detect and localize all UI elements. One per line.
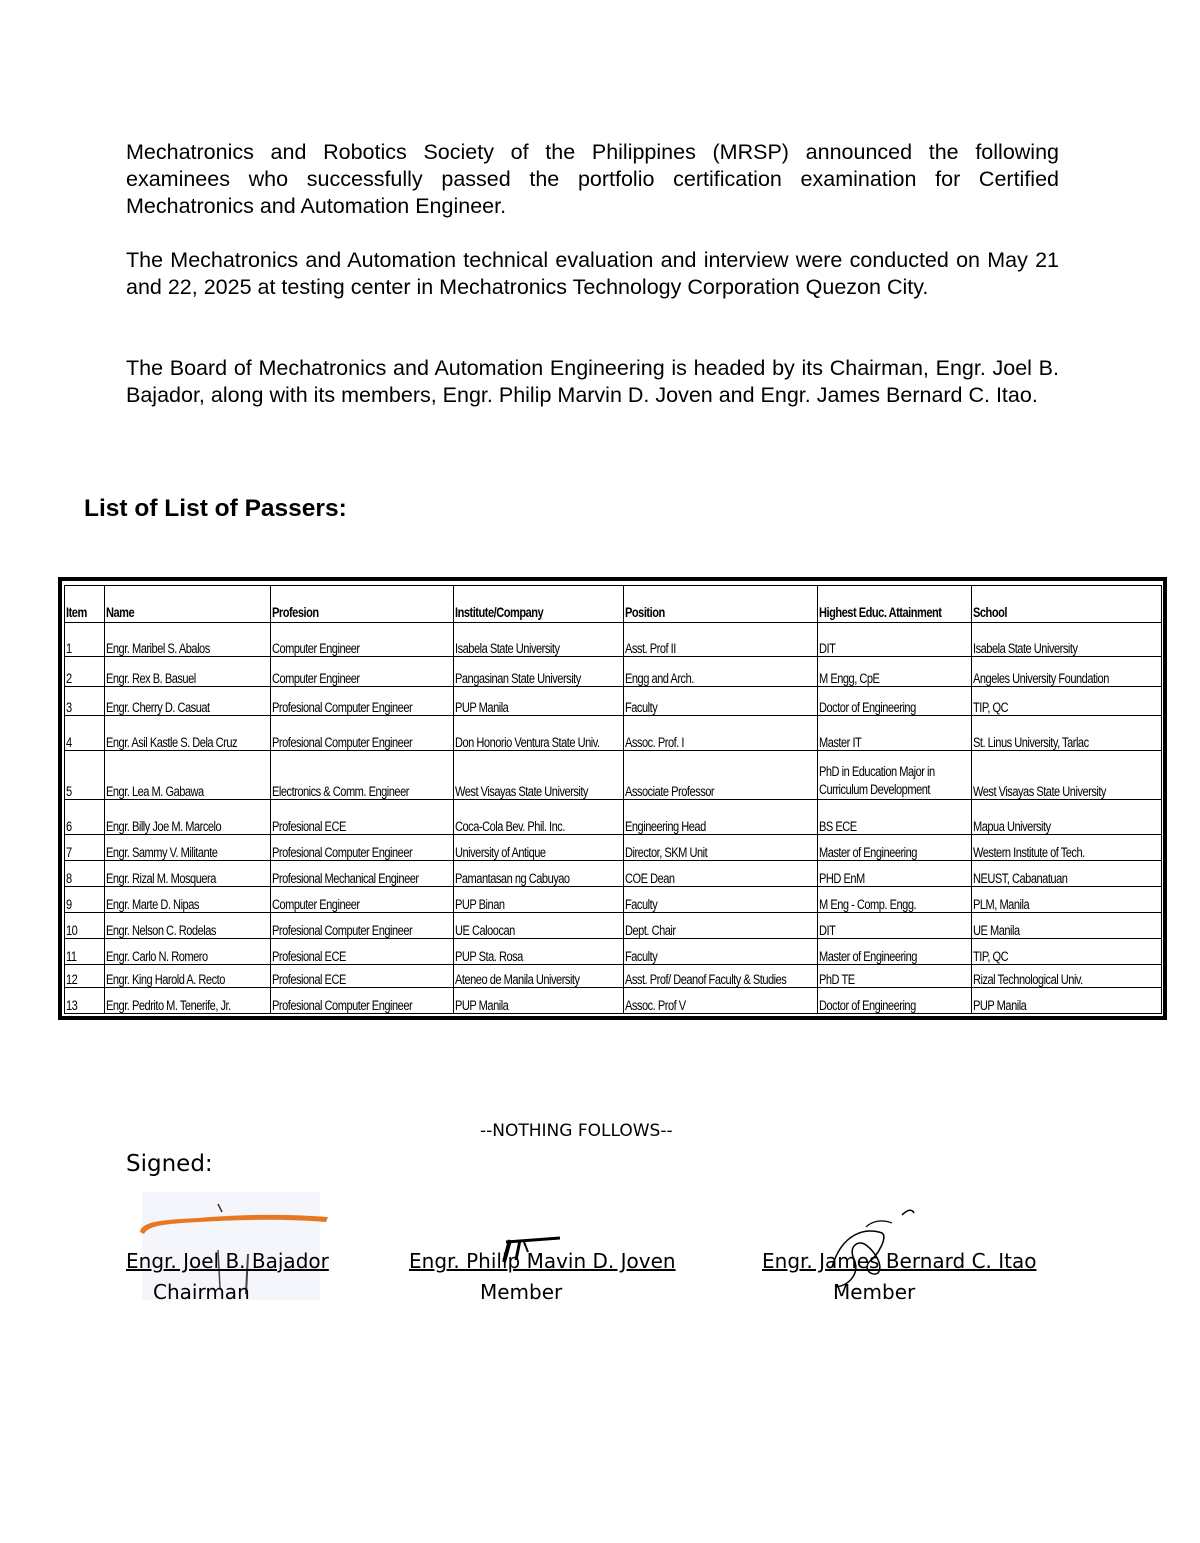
table-cell	[818, 687, 972, 716]
table-cell	[624, 887, 818, 913]
table-cell-text: TIP, QC	[973, 949, 1009, 964]
table-cell	[65, 716, 105, 751]
table-cell-text: Master of Engineering	[819, 845, 917, 860]
table-cell	[624, 939, 818, 965]
table-cell-text: 8	[66, 871, 72, 886]
table-cell-text: Doctor of Engineering	[819, 998, 916, 1013]
table-cell-text: Profesional ECE	[272, 949, 346, 964]
table-cell	[972, 687, 1162, 716]
table-cell-text: Faculty	[625, 949, 658, 964]
table-cell-text: 7	[66, 845, 72, 860]
table-cell-text: 2	[66, 671, 72, 686]
signed-label: Signed:	[126, 1151, 213, 1177]
table-cell-text: University of Antique	[455, 845, 546, 860]
table-cell	[271, 887, 454, 913]
table-cell	[65, 800, 105, 835]
column-header-label: Highest Educ. Attainment	[819, 605, 942, 620]
table-cell	[624, 751, 818, 800]
table-cell-text: Dept. Chair	[625, 923, 676, 938]
table-row	[65, 965, 1162, 988]
table-cell-text: Faculty	[625, 897, 658, 912]
table-cell-text: Isabela State University	[455, 641, 560, 656]
table-cell	[972, 716, 1162, 751]
table-cell	[818, 913, 972, 939]
table-cell-text: UE Manila	[973, 923, 1020, 938]
table-cell	[454, 657, 624, 687]
table-cell	[818, 835, 972, 861]
table-cell-text: Profesional Mechanical Engineer	[272, 871, 419, 886]
table-cell-text: Western Institute of Tech.	[973, 845, 1085, 860]
column-header	[105, 586, 271, 623]
table-cell-text: Profesional Computer Engineer	[272, 845, 413, 860]
table-cell-text: PUP Binan	[455, 897, 505, 912]
table-cell	[271, 800, 454, 835]
list-heading: List of List of Passers:	[84, 495, 347, 522]
table-cell-text: Engr. Marte D. Nipas	[106, 897, 199, 912]
table-cell-text: Director, SKM Unit	[625, 845, 708, 860]
table-cell-text: 13	[66, 998, 78, 1013]
table-cell	[454, 988, 624, 1014]
table-cell	[818, 800, 972, 835]
table-cell	[105, 800, 271, 835]
table-cell	[624, 716, 818, 751]
table-cell-text: NEUST, Cabanatuan	[973, 871, 1068, 886]
table-cell	[105, 687, 271, 716]
table-cell	[972, 861, 1162, 887]
table-cell-text: West Visayas State University	[973, 784, 1106, 799]
table-cell	[818, 716, 972, 751]
intro-paragraph-1: Mechatronics and Robotics Society of the Philippines (MRSP) announced the following examinees who successfully passed the portfolio certification examination for Certified Mechatronics and Automation Engineer.	[126, 140, 1059, 218]
table-cell	[972, 657, 1162, 687]
table-body	[65, 623, 1162, 1014]
table-cell	[624, 913, 818, 939]
column-header-label: School	[973, 605, 1007, 620]
table-cell	[105, 861, 271, 887]
table-cell	[818, 965, 972, 988]
table-cell	[972, 913, 1162, 939]
table-cell-text: PhD in Education Major in Curriculum Development	[819, 764, 935, 797]
table-cell-text: Engr. Carlo N. Romero	[106, 949, 208, 964]
table-cell	[271, 913, 454, 939]
table-cell-text: PhD TE	[819, 972, 855, 987]
table-cell-text: PLM, Manila	[973, 897, 1030, 912]
column-header	[454, 586, 624, 623]
table-cell-text: Associate Professor	[625, 784, 715, 799]
table-cell	[454, 861, 624, 887]
table-cell	[65, 887, 105, 913]
table-cell-text: Asst. Prof II	[625, 641, 676, 656]
column-header	[271, 586, 454, 623]
table-cell	[65, 657, 105, 687]
column-header-label: Item	[66, 605, 87, 620]
intro-paragraph-2: The Mechatronics and Automation technical evaluation and interview were conducted on May 21 and 22, 2025 at testing center in Mechatronics Technology Corporation Quezon City.	[126, 248, 1059, 299]
table-cell	[65, 913, 105, 939]
table-cell	[271, 939, 454, 965]
column-header-label: Position	[625, 605, 665, 620]
table-cell-text: PUP Manila	[455, 998, 509, 1013]
table-cell	[818, 988, 972, 1014]
table-cell-text: Faculty	[625, 700, 658, 715]
table-cell	[105, 835, 271, 861]
table-cell-text: Engr. Sammy V. Militante	[106, 845, 218, 860]
table-cell	[454, 835, 624, 861]
table-cell	[65, 835, 105, 861]
table-cell-text: UE Caloocan	[455, 923, 515, 938]
column-header-label: Name	[106, 605, 135, 620]
member-joven-name: Engr. Philip Mavin D. Joven	[409, 1249, 676, 1273]
table-cell-text: Isabela State University	[973, 641, 1078, 656]
table-cell	[624, 687, 818, 716]
table-cell	[624, 800, 818, 835]
table-cell-text: Coca-Cola Bev. Phil. Inc.	[455, 819, 565, 834]
table-row	[65, 623, 1162, 657]
table-cell	[105, 965, 271, 988]
table-cell	[624, 988, 818, 1014]
table-cell	[454, 751, 624, 800]
table-cell-text: Profesional ECE	[272, 819, 346, 834]
table-cell-text: Angeles University Foundation	[973, 671, 1109, 686]
table-cell	[818, 751, 972, 800]
table-cell-text: Computer Engineer	[272, 641, 360, 656]
table-cell	[454, 800, 624, 835]
table-cell-text: 12	[66, 972, 78, 987]
table-cell	[271, 623, 454, 657]
table-cell-text: 3	[66, 700, 72, 715]
table-cell-text: Rizal Technological Univ.	[973, 972, 1083, 987]
table-cell	[818, 887, 972, 913]
column-header	[624, 586, 818, 623]
table-cell-text: PUP Manila	[973, 998, 1027, 1013]
table-cell-text: COE Dean	[625, 871, 675, 886]
table-cell	[972, 800, 1162, 835]
passers-table	[64, 585, 1162, 1014]
table-cell-text: Engr. Pedrito M. Tenerife, Jr.	[106, 998, 231, 1013]
table-cell-text: 4	[66, 735, 72, 750]
table-cell	[271, 751, 454, 800]
table-cell	[454, 716, 624, 751]
table-cell	[454, 965, 624, 988]
table-cell-text: 11	[66, 949, 77, 964]
table-cell	[972, 939, 1162, 965]
table-cell	[105, 939, 271, 965]
table-cell-text: 9	[66, 897, 72, 912]
table-cell-text: Profesional ECE	[272, 972, 346, 987]
table-cell-text: Don Honorio Ventura State Univ.	[455, 735, 600, 750]
table-cell-text: Engr. Rizal M. Mosquera	[106, 871, 216, 886]
passers-table-frame	[58, 577, 1167, 1020]
table-cell	[972, 965, 1162, 988]
member-itao-role: Member	[833, 1280, 916, 1304]
table-cell	[105, 913, 271, 939]
table-cell-text: Engr. Maribel S. Abalos	[106, 641, 210, 656]
table-cell-text: Mapua University	[973, 819, 1051, 834]
table-cell	[972, 887, 1162, 913]
table-row	[65, 988, 1162, 1014]
table-cell-text: Asst. Prof/ Deanof Faculty & Studies	[625, 972, 787, 987]
table-cell-text: DIT	[819, 923, 836, 938]
table-cell	[818, 939, 972, 965]
table-row	[65, 861, 1162, 887]
table-cell-text: St. Linus University, Tarlac	[973, 735, 1089, 750]
table-cell-text: Engr. Cherry D. Casuat	[106, 700, 210, 715]
table-cell-text: Engr. Rex B. Basuel	[106, 671, 196, 686]
column-header	[65, 586, 105, 623]
table-cell	[65, 687, 105, 716]
column-header-label: Profesion	[272, 605, 319, 620]
table-cell	[624, 835, 818, 861]
table-row	[65, 939, 1162, 965]
table-cell	[65, 861, 105, 887]
table-cell	[271, 687, 454, 716]
table-cell-text: Engr. Billy Joe M. Marcelo	[106, 819, 222, 834]
table-cell	[65, 751, 105, 800]
table-cell-text: TIP, QC	[973, 700, 1009, 715]
table-cell	[271, 657, 454, 687]
table-cell	[818, 657, 972, 687]
table-cell-text: 5	[66, 784, 72, 799]
table-cell	[454, 913, 624, 939]
table-row	[65, 687, 1162, 716]
table-cell-text: DIT	[819, 641, 836, 656]
table-cell-text: Assoc. Prof. I	[625, 735, 684, 750]
table-cell	[972, 623, 1162, 657]
table-row	[65, 835, 1162, 861]
table-cell-text: Ateneo de Manila University	[455, 972, 580, 987]
table-cell	[105, 657, 271, 687]
table-cell	[972, 751, 1162, 800]
table-cell	[271, 835, 454, 861]
table-header-row	[65, 586, 1162, 623]
member-itao-name: Engr. James Bernard C. Itao	[762, 1249, 1037, 1273]
table-cell	[454, 687, 624, 716]
table-cell-text: Computer Engineer	[272, 671, 360, 686]
table-row	[65, 751, 1162, 800]
table-cell-text: 1	[66, 641, 72, 656]
table-row	[65, 913, 1162, 939]
table-cell-text: West Visayas State University	[455, 784, 588, 799]
table-cell-text: Pamantasan ng Cabuyao	[455, 871, 570, 886]
intro-paragraph-3: The Board of Mechatronics and Automation Engineering is headed by its Chairman, Engr. Joel B. Bajador, along with its members, Engr. Philip Marvin D. Joven and Engr. James Bernard C. Itao.	[126, 356, 1059, 407]
table-cell	[624, 965, 818, 988]
table-cell	[818, 861, 972, 887]
table-cell-text: Engr. Nelson C. Rodelas	[106, 923, 216, 938]
table-row	[65, 657, 1162, 687]
member-joven-role: Member	[480, 1280, 563, 1304]
table-cell-text: Master IT	[819, 735, 862, 750]
table-cell-text: PUP Sta. Rosa	[455, 949, 523, 964]
table-cell-text: Profesional Computer Engineer	[272, 923, 413, 938]
table-cell	[65, 623, 105, 657]
table-cell-text: Electronics & Comm. Engineer	[272, 784, 409, 799]
table-cell-text: BS ECE	[819, 819, 857, 834]
table-cell	[271, 861, 454, 887]
table-row	[65, 800, 1162, 835]
table-row	[65, 716, 1162, 751]
column-header	[972, 586, 1162, 623]
table-cell	[624, 623, 818, 657]
table-cell	[65, 988, 105, 1014]
table-cell	[972, 988, 1162, 1014]
table-cell-text: Engr. King Harold A. Recto	[106, 972, 225, 987]
column-header	[818, 586, 972, 623]
table-cell	[105, 887, 271, 913]
table-cell-text: Profesional Computer Engineer	[272, 735, 413, 750]
table-cell	[624, 657, 818, 687]
table-cell	[271, 988, 454, 1014]
table-cell-text: Profesional Computer Engineer	[272, 998, 413, 1013]
table-cell-text: Engr. Asil Kastle S. Dela Cruz	[106, 735, 238, 750]
table-cell	[271, 716, 454, 751]
chairman-role: Chairman	[153, 1280, 250, 1304]
table-cell	[105, 988, 271, 1014]
table-cell	[65, 965, 105, 988]
table-cell	[624, 861, 818, 887]
table-cell	[454, 623, 624, 657]
table-cell-text: M Eng - Comp. Engg.	[819, 897, 917, 912]
table-row	[65, 887, 1162, 913]
table-cell-text: Computer Engineer	[272, 897, 360, 912]
nothing-follows: --NOTHING FOLLOWS--	[480, 1121, 673, 1141]
table-cell-text: PUP Manila	[455, 700, 509, 715]
table-cell-text: Engg and Arch.	[625, 671, 694, 686]
table-cell-text: Engineering Head	[625, 819, 706, 834]
table-cell-text: Engr. Lea M. Gabawa	[106, 784, 204, 799]
table-cell	[454, 939, 624, 965]
table-cell	[818, 623, 972, 657]
column-header-label: Institute/Company	[455, 605, 544, 620]
table-cell-text: 10	[66, 923, 78, 938]
table-cell	[65, 939, 105, 965]
table-cell	[105, 751, 271, 800]
table-cell-text: 6	[66, 819, 72, 834]
table-cell-text: Assoc. Prof V	[625, 998, 686, 1013]
table-cell-text: Doctor of Engineering	[819, 700, 916, 715]
table-cell	[972, 835, 1162, 861]
table-cell	[271, 965, 454, 988]
table-cell	[105, 623, 271, 657]
table-cell-text: Pangasinan State University	[455, 671, 581, 686]
table-cell-text: Profesional Computer Engineer	[272, 700, 413, 715]
table-cell	[454, 887, 624, 913]
chairman-name: Engr. Joel B. Bajador	[126, 1249, 329, 1273]
table-cell-text: Master of Engineering	[819, 949, 917, 964]
table-cell-text: PHD EnM	[819, 871, 865, 886]
table-cell-text: M Engg, CpE	[819, 671, 880, 686]
table-cell	[105, 716, 271, 751]
